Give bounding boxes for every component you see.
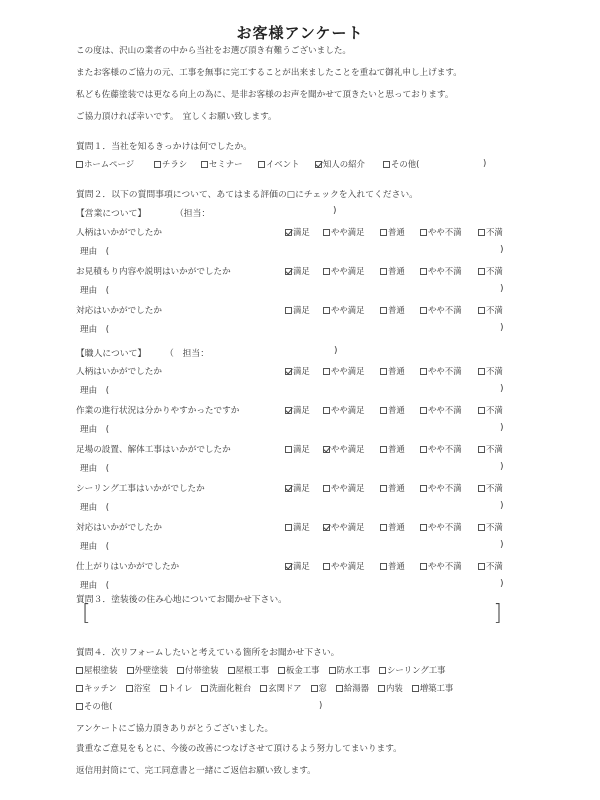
craft-staff-close: ) — [334, 346, 338, 356]
intro-line: 私ども佐藤塗装では更なる向上の為に、是非お客様のお声を聞かせて頂きたいと思っております。 — [76, 90, 454, 100]
reason-field-label[interactable]: 理由 ( — [80, 581, 110, 591]
craft-staff-label: （ 担当： — [165, 349, 209, 359]
rating-option[interactable]: 満足 — [285, 365, 310, 377]
reason-field-label[interactable]: 理由 ( — [80, 542, 110, 552]
rating-question: 対応はいかがでしたか — [76, 523, 162, 533]
checkbox-icon[interactable] — [380, 563, 387, 570]
q4-option[interactable]: キッチン — [76, 683, 117, 693]
checkbox-icon[interactable] — [329, 667, 336, 674]
checkbox-icon[interactable] — [76, 667, 83, 674]
checkbox-icon[interactable] — [323, 307, 330, 314]
q4-option[interactable]: 屋根工事 — [228, 665, 270, 675]
q1-option-other[interactable]: その他( — [383, 158, 419, 170]
rating-option[interactable]: 普通 — [380, 226, 405, 238]
checkbox-icon[interactable] — [323, 563, 330, 570]
q4-option[interactable]: 防水工事 — [329, 665, 371, 675]
rating-question: 作業の進行状況は分かりやすかったですか — [76, 406, 240, 416]
rating-option[interactable]: 満足 — [285, 304, 310, 316]
q4-option[interactable]: 玄関ドア — [260, 683, 301, 693]
craft-header: 【職人について】 — [76, 349, 147, 359]
rating-option[interactable]: やや満足 — [323, 443, 365, 455]
checkbox-icon[interactable] — [478, 229, 485, 236]
rating-option[interactable]: 満足 — [285, 443, 310, 455]
rating-option[interactable]: 不満 — [478, 226, 503, 238]
checkbox-icon[interactable] — [412, 685, 419, 692]
rating-option[interactable]: 満足 — [285, 521, 310, 533]
checkbox-icon[interactable] — [323, 229, 330, 236]
checkbox-icon[interactable] — [336, 685, 343, 692]
intro-line: この度は、沢山の業者の中から当社をお選び頂き有難うございました。 — [76, 46, 352, 56]
checked-checkbox-icon[interactable] — [315, 161, 322, 168]
rating-option[interactable]: 普通 — [380, 482, 405, 494]
closing-line: 返信用封筒にて、完工同意書と一緒にご返信お願い致します。 — [76, 766, 316, 776]
reason-close: ) — [500, 245, 504, 255]
checkbox-icon[interactable] — [420, 407, 427, 414]
rating-option[interactable]: 満足 — [285, 560, 310, 572]
q4-option[interactable]: 給湯器 — [336, 683, 369, 693]
q1-option-referral[interactable]: 知人の紹介 — [315, 158, 365, 170]
reason-close: ) — [500, 284, 504, 294]
closing-line: アンケートにご協力頂きありがとうございました。 — [76, 724, 274, 734]
rating-option[interactable]: 満足 — [285, 404, 310, 416]
rating-option[interactable]: やや不満 — [420, 521, 462, 533]
checkbox-icon[interactable] — [420, 446, 427, 453]
checkbox-icon[interactable] — [380, 229, 387, 236]
reason-field-label[interactable]: 理由 ( — [80, 286, 110, 296]
rating-option[interactable]: やや不満 — [420, 443, 462, 455]
rating-option[interactable]: 不満 — [478, 265, 503, 277]
checkbox-icon[interactable] — [380, 368, 387, 375]
checkbox-icon[interactable] — [177, 667, 184, 674]
checkbox-icon[interactable] — [380, 268, 387, 275]
checkbox-icon[interactable] — [420, 307, 427, 314]
rating-option[interactable]: やや満足 — [323, 265, 365, 277]
rating-option[interactable]: やや不満 — [420, 482, 462, 494]
checkbox-icon[interactable] — [258, 161, 265, 168]
rating-question: 足場の設置、解体工事はいかがでしたか — [76, 445, 231, 455]
q1-option-flyer[interactable]: チラシ — [154, 158, 187, 170]
reason-close: ) — [500, 384, 504, 394]
rating-option[interactable]: 不満 — [478, 443, 503, 455]
rating-option[interactable]: 普通 — [380, 521, 405, 533]
checkbox-icon[interactable] — [420, 268, 427, 275]
q1-option-homepage[interactable]: ホームページ — [76, 158, 134, 170]
closing-line: 貴重なご意見をもとに、今後の改善につなげさせて頂けるよう努力してまいります。 — [76, 744, 402, 754]
sales-staff-close: ) — [333, 206, 337, 216]
reason-field-label[interactable]: 理由 ( — [80, 425, 110, 435]
reason-close: ) — [500, 323, 504, 333]
q4-row-2 — [76, 682, 462, 694]
checkbox-icon[interactable] — [383, 161, 390, 168]
checkbox-icon[interactable] — [201, 161, 208, 168]
question-3-label: 質問３．塗装後の住み心地についてお聞かせ下さい。 — [76, 595, 287, 605]
rating-option[interactable]: 不満 — [478, 304, 503, 316]
checked-checkbox-icon[interactable] — [285, 407, 292, 414]
checkbox-icon[interactable] — [380, 407, 387, 414]
checked-checkbox-icon[interactable] — [285, 485, 292, 492]
checkbox-icon[interactable] — [285, 446, 292, 453]
checkbox-icon[interactable] — [127, 667, 134, 674]
q4-option[interactable]: 付帯塗装 — [177, 665, 219, 675]
rating-option[interactable]: 普通 — [380, 365, 405, 377]
checkbox-icon[interactable] — [201, 685, 208, 692]
rating-option[interactable]: やや不満 — [420, 265, 462, 277]
q1-option-seminar[interactable]: セミナー — [201, 158, 243, 170]
q4-option[interactable]: 窓 — [311, 683, 327, 693]
question-2-label: 質問２．以下の質問事項について、あてはまる評価の□にチェックを入れてください。 — [76, 190, 418, 200]
rating-option[interactable]: やや満足 — [323, 226, 365, 238]
checkbox-icon[interactable] — [323, 368, 330, 375]
sales-header: 【営業について】 — [76, 209, 147, 219]
q1-option-event[interactable]: イベント — [258, 158, 300, 170]
checkbox-icon[interactable] — [420, 524, 427, 531]
intro-line: またお客様のご協力の元、工事を無事に完工することが出来ましたことを重ねて御礼申し上げます。 — [76, 68, 462, 78]
checkbox-icon[interactable] — [160, 685, 167, 692]
checkbox-icon[interactable] — [278, 667, 285, 674]
rating-option[interactable]: 不満 — [478, 482, 503, 494]
checkbox-icon[interactable] — [323, 407, 330, 414]
checkbox-icon[interactable] — [285, 307, 292, 314]
reason-close: ) — [500, 579, 504, 589]
checkbox-icon[interactable] — [478, 368, 485, 375]
rating-option[interactable]: 普通 — [380, 560, 405, 572]
rating-option[interactable]: やや満足 — [323, 482, 365, 494]
rating-option[interactable]: 不満 — [478, 560, 503, 572]
rating-option[interactable]: 普通 — [380, 404, 405, 416]
rating-option[interactable]: 普通 — [380, 304, 405, 316]
q4-option[interactable]: 屋根塗装 — [76, 665, 118, 675]
checked-checkbox-icon[interactable] — [285, 563, 292, 570]
q4-option-other[interactable]: その他( — [76, 700, 112, 712]
reason-field-label[interactable]: 理由 ( — [80, 464, 110, 474]
q4-option[interactable]: 浴室 — [126, 683, 151, 693]
checkbox-icon[interactable] — [478, 407, 485, 414]
checkbox-icon[interactable] — [378, 685, 385, 692]
reason-close: ) — [500, 540, 504, 550]
rating-option[interactable]: 不満 — [478, 365, 503, 377]
q1-other-close: ) — [483, 158, 487, 168]
q3-answer-field[interactable] — [82, 601, 502, 628]
checkbox-icon[interactable] — [478, 563, 485, 570]
reason-close: ) — [500, 462, 504, 472]
checkbox-icon[interactable] — [311, 685, 318, 692]
intro-line: ご協力頂ければ幸いです。 宜しくお願い致します。 — [76, 112, 277, 122]
checkbox-icon[interactable] — [380, 485, 387, 492]
rating-question: 人柄はいかがでしたか — [76, 367, 162, 377]
q4-option[interactable]: 内装 — [378, 683, 403, 693]
checkbox-icon[interactable] — [478, 446, 485, 453]
rating-question: お見積もり内容や説明はいかがでしたか — [76, 267, 231, 277]
q4-option[interactable]: 増築工事 — [412, 683, 454, 693]
rating-option[interactable]: 普通 — [380, 443, 405, 455]
question-1-label: 質問１．当社を知るきっかけは何でしたか。 — [76, 142, 252, 152]
checkbox-icon[interactable] — [478, 524, 485, 531]
reason-close: ) — [500, 501, 504, 511]
checkbox-icon[interactable] — [260, 685, 267, 692]
rating-question: 人柄はいかがでしたか — [76, 228, 162, 238]
rating-option[interactable]: やや不満 — [420, 560, 462, 572]
checkbox-icon[interactable] — [76, 685, 83, 692]
q4-option[interactable]: 板金工事 — [278, 665, 320, 675]
reason-close: ) — [500, 423, 504, 433]
checked-checkbox-icon[interactable] — [323, 524, 330, 531]
bracket-close: ] — [493, 601, 502, 626]
reason-field-label[interactable]: 理由 ( — [80, 325, 110, 335]
checkbox-icon[interactable] — [420, 368, 427, 375]
checkbox-icon[interactable] — [420, 485, 427, 492]
rating-option[interactable]: やや満足 — [323, 404, 365, 416]
rating-option[interactable]: やや不満 — [420, 304, 462, 316]
checkbox-icon[interactable] — [380, 446, 387, 453]
rating-question: 仕上がりはいかがでしたか — [76, 562, 180, 572]
checkbox-icon[interactable] — [323, 268, 330, 275]
checkbox-icon[interactable] — [154, 161, 161, 168]
checkbox-icon[interactable] — [478, 307, 485, 314]
sales-staff-label: （担当： — [175, 209, 211, 219]
checkbox-icon[interactable] — [228, 667, 235, 674]
rating-question: シーリング工事はいかがでしたか — [76, 484, 205, 494]
reason-field-label[interactable]: 理由 ( — [80, 247, 110, 257]
checkbox-icon[interactable] — [126, 685, 133, 692]
checked-checkbox-icon[interactable] — [285, 268, 292, 275]
checkbox-icon[interactable] — [76, 161, 83, 168]
rating-option[interactable]: やや満足 — [323, 304, 365, 316]
rating-question: 対応はいかがでしたか — [76, 306, 162, 316]
page-title: お客様アンケート — [236, 24, 364, 42]
checkbox-icon[interactable] — [420, 563, 427, 570]
checkbox-icon[interactable] — [76, 703, 83, 710]
checkbox-icon[interactable] — [323, 485, 330, 492]
rating-option[interactable]: 満足 — [285, 226, 310, 238]
q4-other-close: ) — [319, 700, 323, 710]
q4-row-1 — [76, 664, 454, 676]
reason-field-label[interactable]: 理由 ( — [80, 503, 110, 513]
checkbox-icon[interactable] — [420, 229, 427, 236]
rating-option[interactable]: やや満足 — [323, 521, 365, 533]
rating-option[interactable]: やや不満 — [420, 365, 462, 377]
reason-field-label[interactable]: 理由 ( — [80, 386, 110, 396]
q4-option[interactable]: 外壁塗装 — [127, 665, 169, 675]
rating-option[interactable]: 不満 — [478, 521, 503, 533]
checkbox-icon[interactable] — [380, 307, 387, 314]
checked-checkbox-icon[interactable] — [323, 446, 330, 453]
rating-option[interactable]: やや不満 — [420, 226, 462, 238]
rating-option[interactable]: やや不満 — [420, 404, 462, 416]
bracket-open: [ — [82, 601, 91, 626]
rating-option[interactable]: やや満足 — [323, 560, 365, 572]
rating-option[interactable]: 満足 — [285, 265, 310, 277]
rating-option[interactable]: 普通 — [380, 265, 405, 277]
question-4-label: 質問４．次リフォームしたいと考えている箇所をお聞かせ下さい。 — [76, 648, 340, 658]
checked-checkbox-icon[interactable] — [285, 368, 292, 375]
q4-option[interactable]: シーリング工事 — [379, 665, 445, 675]
rating-option[interactable]: やや満足 — [323, 365, 365, 377]
rating-option[interactable]: 満足 — [285, 482, 310, 494]
checked-checkbox-icon[interactable] — [285, 229, 292, 236]
checkbox-icon[interactable] — [478, 485, 485, 492]
rating-option[interactable]: 不満 — [478, 404, 503, 416]
q4-option[interactable]: 洗面化粧台 — [201, 683, 251, 693]
checkbox-icon[interactable] — [379, 667, 386, 674]
checkbox-icon[interactable] — [478, 268, 485, 275]
checkbox-icon[interactable] — [285, 524, 292, 531]
checkbox-icon[interactable] — [380, 524, 387, 531]
q4-option[interactable]: トイレ — [160, 683, 193, 693]
